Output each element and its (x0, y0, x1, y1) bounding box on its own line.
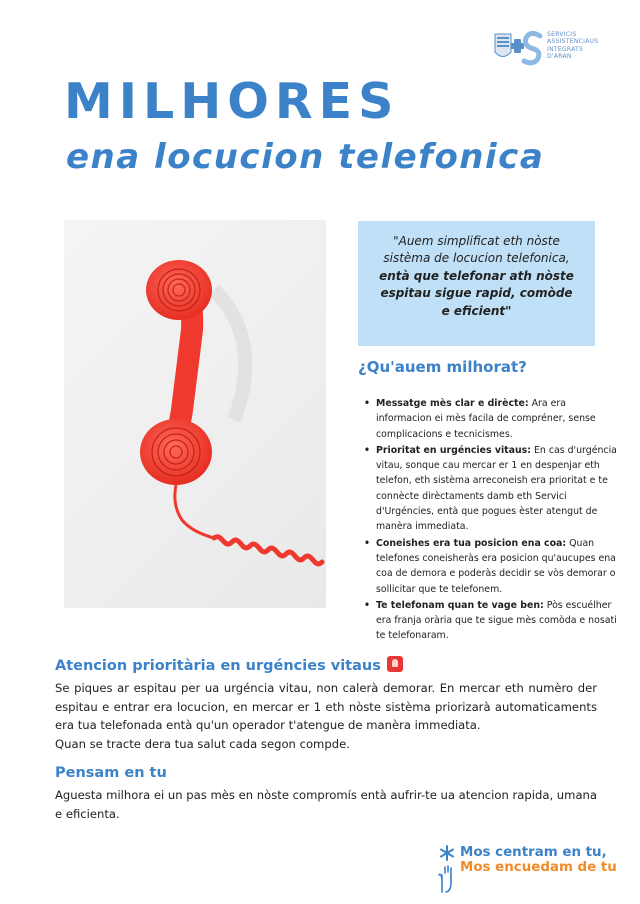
list-item-title: Prioritat en urgéncies vitaus: (376, 444, 531, 456)
quote-box (358, 221, 595, 346)
list-item (364, 598, 618, 644)
page-title: MILHORES (64, 73, 400, 130)
improvements-heading: ¿Qu'auem milhorat? (358, 358, 527, 376)
list-item (364, 536, 618, 597)
slogan-line-1: Mos centram en tu, (460, 845, 607, 860)
page-subtitle: ena locucion telefonica (66, 137, 545, 177)
logo-text (547, 31, 609, 61)
priority-body-text-2: Quan se tracte dera tua salut cada segon compde. (55, 736, 350, 751)
quote-text-bold: entà que telefonar ath nòste espitau sigue rapid, comòde e eficient" (379, 268, 574, 318)
list-item-text: En cas d'urgéncia vitau, sonque cau mercar er 1 en despenjar eth telefon, eth sistèma arreconeish era prioritat e te connècte dirèctaments damb eth Servici d'Urgéncies, entà que pogues èster atengut de manèra immediata. (376, 444, 617, 533)
thinking-heading: Pensam en tu (55, 765, 167, 781)
priority-body (55, 679, 597, 753)
snowflake-hand-icon (438, 845, 460, 893)
slogan-line-2: Mos encuedam de tu (460, 860, 617, 875)
list-item-title: Te telefonam quan te vage ben: (376, 599, 544, 611)
siren-icon (387, 656, 403, 672)
telephone-photo (64, 220, 326, 608)
telephone-illustration (64, 220, 326, 608)
list-item-text: Quan telefones coneisheràs era posicion qu'aucupes ena coa de demora e poderàs decidir se vòs demorar o sollicitar que te telefonem. (376, 537, 616, 595)
priority-heading (55, 656, 403, 674)
list-item (364, 396, 618, 442)
list-item (364, 443, 618, 535)
organization-logo (492, 28, 608, 68)
crest-icon (492, 28, 544, 68)
thinking-body: Aguesta milhora ei un pas mès en nòste compromís entà aufrir-te ua atencion rapida, umana e eficienta. (55, 788, 598, 821)
quote-text: "Auem simplificat eth nòste sistèma de locucion telefonica, (383, 234, 570, 266)
improvements-list (364, 396, 618, 645)
list-item-title: Coneishes era tua posicion ena coa: (376, 537, 567, 549)
logo-line: ASSISTENCIAUS (547, 38, 599, 46)
list-item-text: Pòs escuélher era franja orària que te sigue mès comòda e nosati te telefonaram. (376, 599, 617, 642)
priority-heading-text: Atencion prioritària en urgéncies vitaus (55, 658, 381, 674)
logo-line: D'ARAN (547, 53, 572, 61)
logo-line: INTEGRATS (547, 45, 584, 53)
priority-body-text: Se piques ar espitau per ua urgéncia vitau, non calerà demorar. En mercar eth numèro der espitau e entrar era locucion, en mercar er 1 eth nòste sistèma priorizarà automaticaments era tua telefonada entà qu'un operador t'atengue de manèra immediata. (55, 681, 597, 733)
list-item-text: Ara era informacion ei mès facila de compréner, sense complicacions e tecnicismes. (376, 398, 596, 440)
logo-line: SERVICIS (547, 31, 577, 38)
list-item-title: Messatge mès clar e dirècte: (376, 398, 529, 409)
slogan (438, 845, 617, 893)
